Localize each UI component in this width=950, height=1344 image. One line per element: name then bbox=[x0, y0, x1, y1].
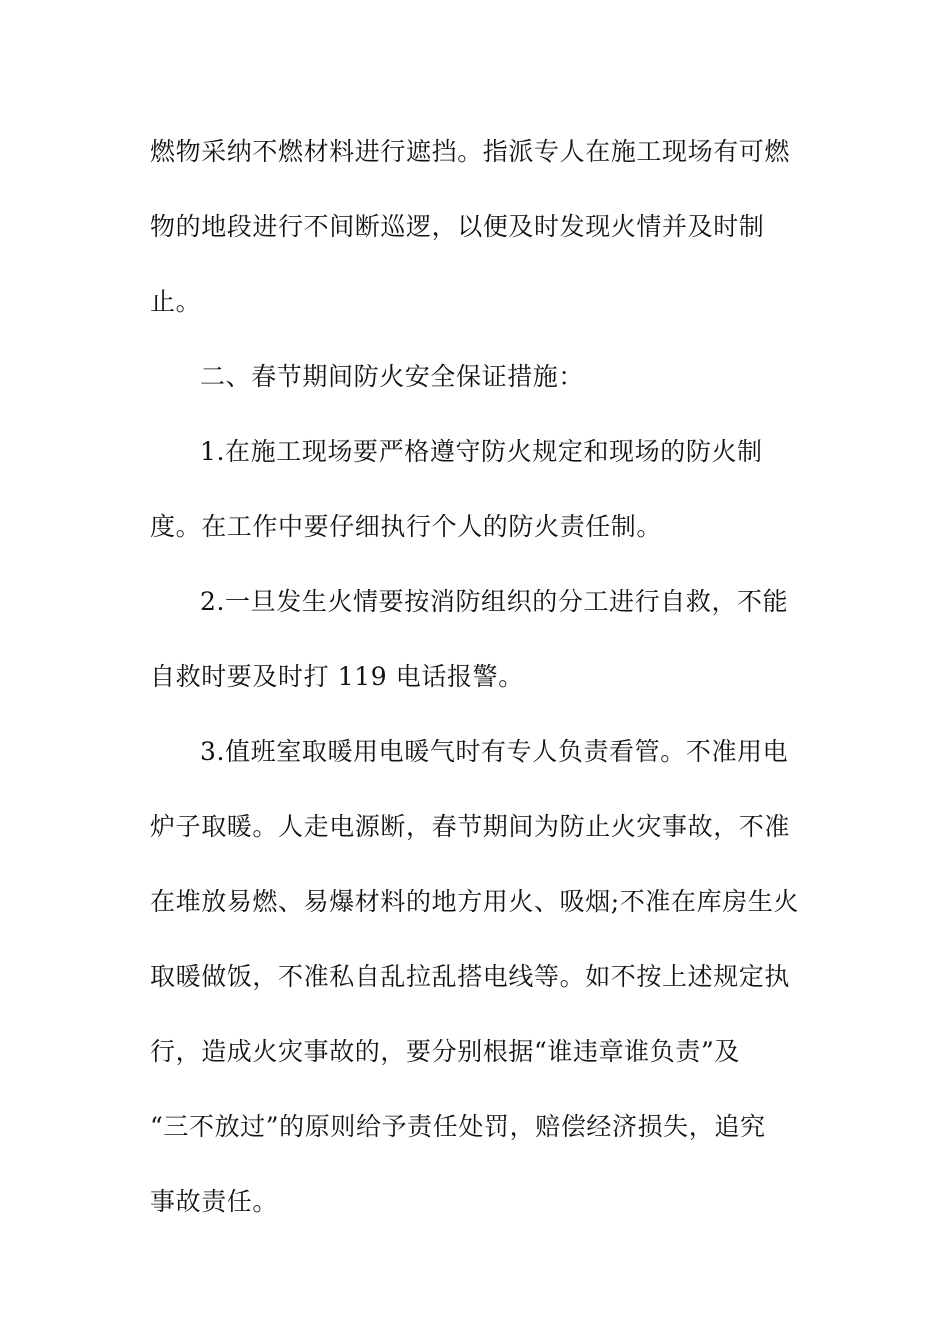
text-line: 1.在施工现场要严格遵守防火规定和现场的防火制 bbox=[200, 437, 763, 466]
text-line: 止。 bbox=[150, 287, 202, 316]
text-line: 在堆放易燃、易爆材料的地方用火、吸烟;不准在库房生火 bbox=[150, 887, 800, 916]
text-line: 3.值班室取暖用电暖气时有专人负责看管。不准用电 bbox=[200, 737, 789, 766]
section-heading: 二、春节期间防火安全保证措施： bbox=[200, 362, 585, 391]
text-line: 行，造成火灾事故的，要分别根据“谁违章谁负责”及 bbox=[150, 1037, 740, 1066]
text-line: 炉子取暖。人走电源断，春节期间为防止火灾事故，不准 bbox=[150, 812, 791, 841]
text-line: 2.一旦发生火情要按消防组织的分工进行自救，不能 bbox=[200, 587, 789, 616]
text-line: 事故责任。 bbox=[150, 1187, 279, 1216]
text-line: 自救时要及时打 119 电话报警。 bbox=[150, 662, 524, 691]
text-line: 度。在工作中要仔细执行个人的防火责任制。 bbox=[150, 512, 663, 541]
text-line: 取暖做饭，不准私自乱拉乱搭电线等。如不按上述规定执 bbox=[150, 962, 791, 991]
text-line: 燃物采纳不燃材料进行遮挡。指派专人在施工现场有可燃 bbox=[150, 137, 791, 166]
text-line: “三不放过”的原则给予责任处罚，赔偿经济损失，追究 bbox=[150, 1112, 766, 1141]
text-line: 物的地段进行不间断巡逻，以便及时发现火情并及时制 bbox=[150, 212, 765, 241]
